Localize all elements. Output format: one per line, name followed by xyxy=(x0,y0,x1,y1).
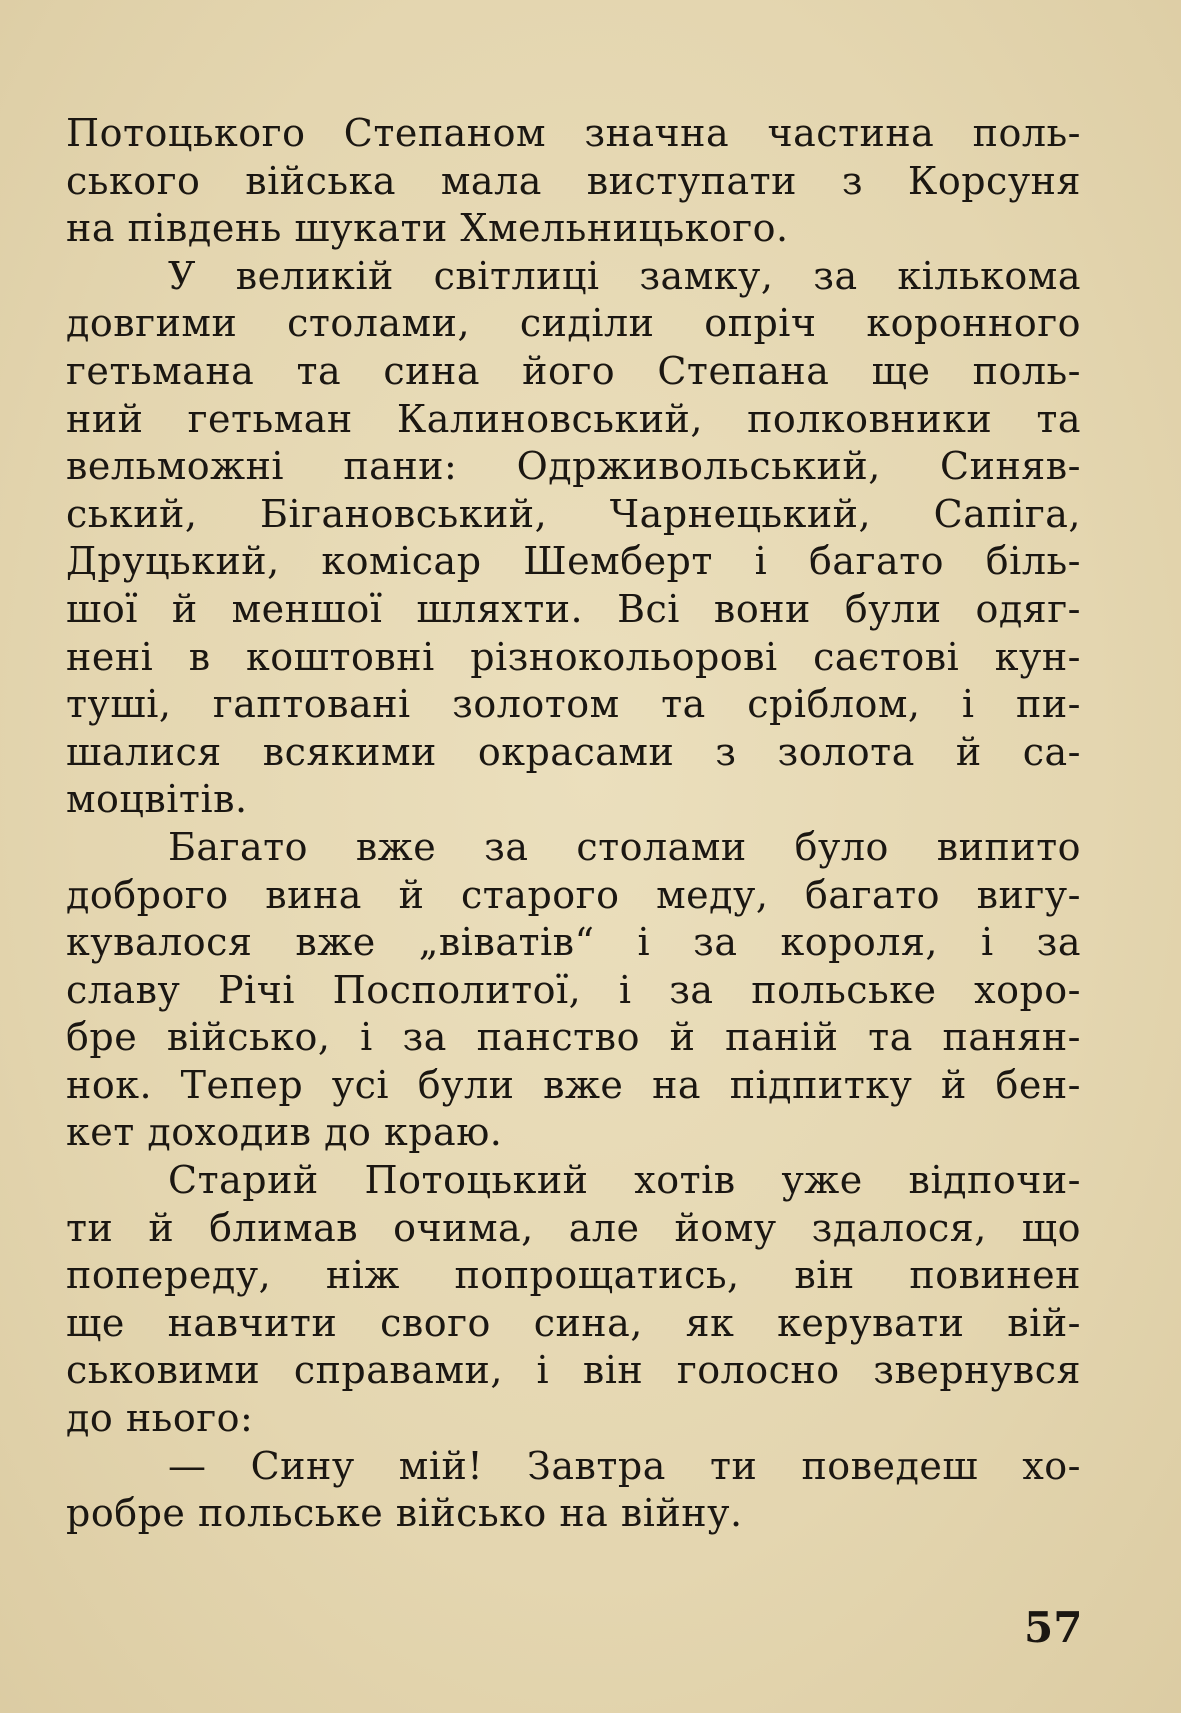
text-line: Багато вже за столами було випито xyxy=(168,824,1081,869)
text-line: ського війська мала виступати з Корсуня xyxy=(66,158,1081,203)
paragraph xyxy=(66,1157,1081,1443)
text-line: славу Річі Посполитої, і за польське хоро- xyxy=(66,967,1081,1012)
text-line: кувалося вже „віватів“ і за короля, і за xyxy=(66,920,1081,965)
text-line: — Сину мій! Завтра ти поведеш хо- xyxy=(168,1443,1081,1488)
text-line: робре польське військо на війну. xyxy=(66,1491,743,1536)
text-line: Старий Потоцький хотів уже відпочи- xyxy=(168,1158,1081,1203)
paragraph xyxy=(66,253,1081,824)
text-line: шої й меншої шляхти. Всі вони були одяг- xyxy=(66,586,1081,631)
paragraph xyxy=(66,110,1081,253)
text-line: ти й блимав очима, але йому здалося, що xyxy=(66,1205,1081,1250)
text-line: моцвітів. xyxy=(66,777,248,822)
text-line: доброго вина й старого меду, багато вигу- xyxy=(66,872,1081,917)
paragraph xyxy=(66,824,1081,1157)
text-line: бре військо, і за панство й паній та панян- xyxy=(66,1015,1081,1060)
page-number: 57 xyxy=(1024,1603,1083,1652)
text-line: нені в коштовні різнокольорові саєтові кун- xyxy=(66,634,1081,679)
text-line: Потоцького Степаном значна частина поль- xyxy=(66,111,1081,155)
text-line: на південь шукати Хмельницького. xyxy=(66,206,789,251)
text-line: Друцький, комісар Шемберт і багато біль- xyxy=(66,539,1081,584)
text-line: вельможні пани: Одрживольський, Синяв- xyxy=(66,444,1081,489)
text-line: У великій світлиці замку, за кількома xyxy=(168,253,1081,298)
text-line: ськовими справами, і він голосно звернувся xyxy=(66,1348,1081,1393)
text-line: туші, гаптовані золотом та сріблом, і пи- xyxy=(66,682,1081,727)
text-line: ний гетьман Калиновський, полковники та xyxy=(66,396,1081,441)
body-text xyxy=(66,110,1081,1538)
text-line: гетьмана та сина його Степана ще поль- xyxy=(66,348,1081,393)
text-line: довгими столами, сиділи опріч коронного xyxy=(66,301,1081,346)
text-line: кет доходив до краю. xyxy=(66,1110,503,1155)
text-line: ський, Бігановський, Чарнецький, Сапіга, xyxy=(66,491,1081,536)
text-line: попереду, ніж попрощатись, він повинен xyxy=(66,1253,1081,1298)
text-line: ще навчити свого сина, як керувати вій- xyxy=(66,1300,1081,1345)
text-line: до нього: xyxy=(66,1396,254,1441)
text-line: шалися всякими окрасами з золота й са- xyxy=(66,729,1081,774)
text-line: нок. Тепер усі були вже на підпитку й бен- xyxy=(66,1062,1081,1107)
paragraph xyxy=(66,1443,1081,1538)
